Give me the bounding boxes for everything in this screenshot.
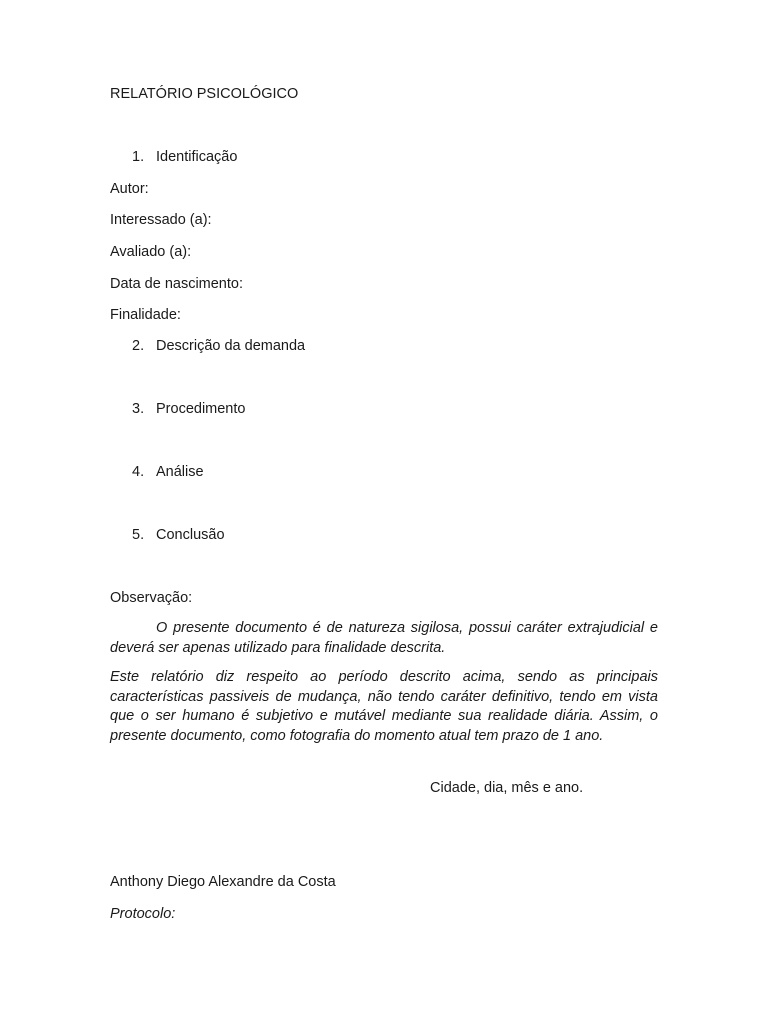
signature-name: Anthony Diego Alexandre da Costa: [110, 874, 336, 890]
field-finalidade: Finalidade:: [110, 307, 181, 323]
section-heading-descricao: Descrição da demanda: [156, 338, 306, 354]
field-avaliado: Avaliado (a):: [110, 244, 192, 260]
protocolo-label: Protocolo:: [110, 906, 176, 922]
document-title: RELATÓRIO PSICOLÓGICO: [110, 86, 299, 102]
field-interessado: Interessado (a):: [110, 212, 212, 228]
confidentiality-paragraph: O presente documento é de natureza sigilosa, possui caráter extrajudicial e deverá ser apenas utilizado para finalidade descrita.: [110, 620, 658, 656]
section-heading-procedimento: Procedimento: [156, 401, 246, 417]
section-heading-identificacao: Identificação: [156, 149, 238, 165]
observacao-label: Observação:: [110, 590, 193, 606]
section-number-2: 2.: [132, 338, 145, 354]
section-number-1: 1.: [132, 149, 145, 165]
field-data-nascimento: Data de nascimento:: [110, 276, 243, 292]
section-number-5: 5.: [132, 527, 145, 543]
section-number-3: 3.: [132, 401, 145, 417]
field-autor: Autor:: [110, 181, 149, 197]
section-number-4: 4.: [132, 464, 145, 480]
validity-paragraph: Este relatório diz respeito ao período descrito acima, sendo as principais características passiveis de mudança, não tendo caráter definitivo, tendo em vista que o ser humano é subjetivo e mutável mediante sua realidade diária. Assim, o presente documento, como fotografia do momento atual tem prazo de 1 ano.: [110, 669, 658, 744]
section-heading-analise: Análise: [156, 464, 204, 480]
place-date: Cidade, dia, mês e ano.: [430, 780, 584, 796]
section-heading-conclusao: Conclusão: [156, 527, 225, 543]
